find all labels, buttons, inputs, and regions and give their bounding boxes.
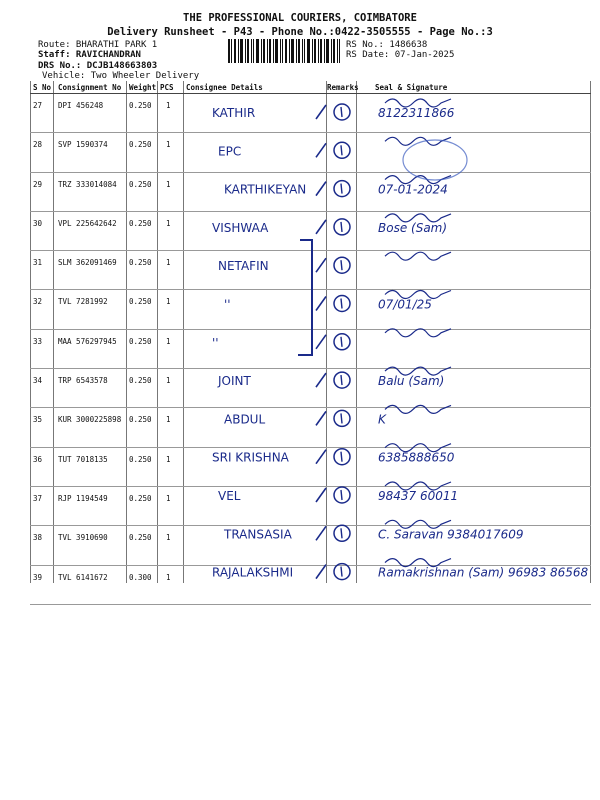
- row-weight: 0.250: [129, 454, 152, 464]
- barcode-image: [228, 39, 340, 63]
- row-weight: 0.250: [129, 493, 152, 503]
- row-weight: 0.250: [129, 140, 152, 150]
- row-consignment: TVL 3910690: [58, 533, 108, 543]
- table-row: [30, 369, 591, 408]
- row-consignment: MAA 576297945: [58, 336, 117, 346]
- col-consignment: Consignment No: [58, 83, 122, 92]
- row-consignment: TRP 6543578: [58, 376, 108, 386]
- consignee-handwriting: NETAFIN: [218, 259, 269, 274]
- table-row: [30, 251, 591, 290]
- row-sno: 30: [33, 218, 43, 228]
- table-row: [30, 94, 591, 133]
- vehicle-label: Vehicle: Two Wheeler Delivery: [42, 71, 200, 81]
- signature-text: Balu (Sam): [378, 374, 445, 389]
- row-sno: 37: [33, 493, 43, 503]
- signature-text: Ramakrishnan (Sam) 96983 86568: [378, 565, 589, 580]
- rs-number: RS No.: 1486638: [346, 40, 428, 50]
- col-sno: S No: [33, 83, 52, 92]
- row-pcs: 1: [166, 572, 171, 582]
- row-sno: 36: [33, 454, 43, 464]
- row-sno: 38: [33, 533, 43, 543]
- consignee-handwriting: KATHIR: [212, 106, 256, 120]
- runsheet-table: [30, 81, 591, 605]
- row-sno: 31: [33, 258, 43, 268]
- table-row: [30, 133, 591, 172]
- table-row: [30, 290, 591, 329]
- consignee-handwriting: VISHWAA: [212, 220, 269, 235]
- company-title: THE PROFESSIONAL COURIERS, COIMBATORE: [183, 12, 417, 24]
- row-pcs: 1: [166, 533, 171, 543]
- consignee-handwriting: VEL: [218, 489, 241, 503]
- consignee-handwriting: KARTHIKEYAN: [224, 182, 307, 197]
- row-pcs: 1: [166, 493, 171, 503]
- row-sno: 29: [33, 179, 43, 189]
- row-consignment: TVL 6141672: [58, 572, 108, 582]
- signature-text: 07-01-2024: [378, 182, 448, 197]
- row-consignment: KUR 3000225898: [58, 415, 122, 425]
- signature-text: C. Saravan 9384017609: [378, 527, 524, 542]
- rs-date: RS Date: 07-Jan-2025: [346, 50, 455, 60]
- row-sno: 34: [33, 376, 43, 386]
- row-weight: 0.250: [129, 297, 152, 307]
- row-sno: 28: [33, 140, 43, 150]
- table-row: [30, 173, 591, 212]
- row-sno: 33: [33, 336, 43, 346]
- row-consignment: TRZ 333014084: [58, 179, 117, 189]
- row-sno: 35: [33, 415, 43, 425]
- table-row: [30, 448, 591, 487]
- row-pcs: 1: [166, 376, 171, 386]
- consignee-handwriting: EPC: [218, 144, 242, 159]
- row-consignment: SLM 362091469: [58, 258, 117, 268]
- signature-text: K: [378, 412, 386, 427]
- row-weight: 0.250: [129, 415, 152, 425]
- staff-label: Staff: RAVICHANDRAN: [38, 50, 141, 60]
- table-row: [30, 566, 591, 605]
- consignee-handwriting: ABDUL: [224, 412, 266, 427]
- consignee-handwriting: SRI KRISHNA: [212, 450, 289, 465]
- signature-text: Bose (Sam): [378, 220, 448, 235]
- consignee-handwriting: '': [224, 297, 231, 312]
- row-weight: 0.250: [129, 258, 152, 268]
- consignee-handwriting: '': [212, 335, 219, 350]
- row-consignment: TUT 7018135: [58, 454, 108, 464]
- row-weight: 0.250: [129, 179, 152, 189]
- table-row: [30, 330, 591, 369]
- row-pcs: 1: [166, 297, 171, 307]
- row-consignment: SVP 1590374: [58, 140, 108, 150]
- row-weight: 0.250: [129, 218, 152, 228]
- row-pcs: 1: [166, 454, 171, 464]
- signature-text: 8122311866: [378, 106, 455, 120]
- col-remarks: Remarks: [327, 83, 359, 92]
- row-consignment: RJP 1194549: [58, 493, 108, 503]
- table-row: [30, 526, 591, 565]
- col-weight: Weight: [129, 83, 157, 92]
- signature-text: 6385888650: [378, 450, 455, 465]
- signature-text: 07/01/25: [378, 297, 432, 312]
- row-weight: 0.250: [129, 336, 152, 346]
- drs-number: DRS No.: DCJB148663803: [38, 61, 158, 71]
- row-sno: 32: [33, 297, 43, 307]
- row-weight: 0.300: [129, 572, 152, 582]
- consignee-handwriting: JOINT: [218, 374, 251, 389]
- table-header: [30, 81, 591, 94]
- row-weight: 0.250: [129, 533, 152, 543]
- table-row: [30, 212, 591, 251]
- row-pcs: 1: [166, 218, 171, 228]
- route-label: Route: BHARATHI PARK 1: [38, 40, 158, 50]
- row-consignment: TVL 7281992: [58, 297, 108, 307]
- col-signature: Seal & Signature: [375, 83, 448, 92]
- row-pcs: 1: [166, 415, 171, 425]
- row-weight: 0.250: [129, 376, 152, 386]
- col-consignee: Consignee Details: [186, 83, 263, 92]
- col-pcs: PCS: [160, 83, 174, 92]
- row-pcs: 1: [166, 336, 171, 346]
- consignee-handwriting: RAJALAKSHMI: [212, 565, 294, 580]
- row-pcs: 1: [166, 179, 171, 189]
- runsheet-subtitle: Delivery Runsheet - P43 - Phone No.:0422-3505555 - Page No.:3: [107, 26, 493, 38]
- row-pcs: 1: [166, 140, 171, 150]
- row-consignment: VPL 225642642: [58, 218, 117, 228]
- row-weight: 0.250: [129, 101, 152, 110]
- row-sno: 27: [33, 101, 43, 110]
- row-pcs: 1: [166, 258, 171, 268]
- row-pcs: 1: [166, 101, 171, 110]
- row-consignment: DPI 456248: [58, 101, 104, 110]
- table-row: [30, 408, 591, 447]
- row-sno: 39: [33, 572, 43, 582]
- consignee-handwriting: TRANSASIA: [224, 527, 292, 542]
- signature-text: 98437 60011: [378, 489, 459, 503]
- table-row: [30, 487, 591, 526]
